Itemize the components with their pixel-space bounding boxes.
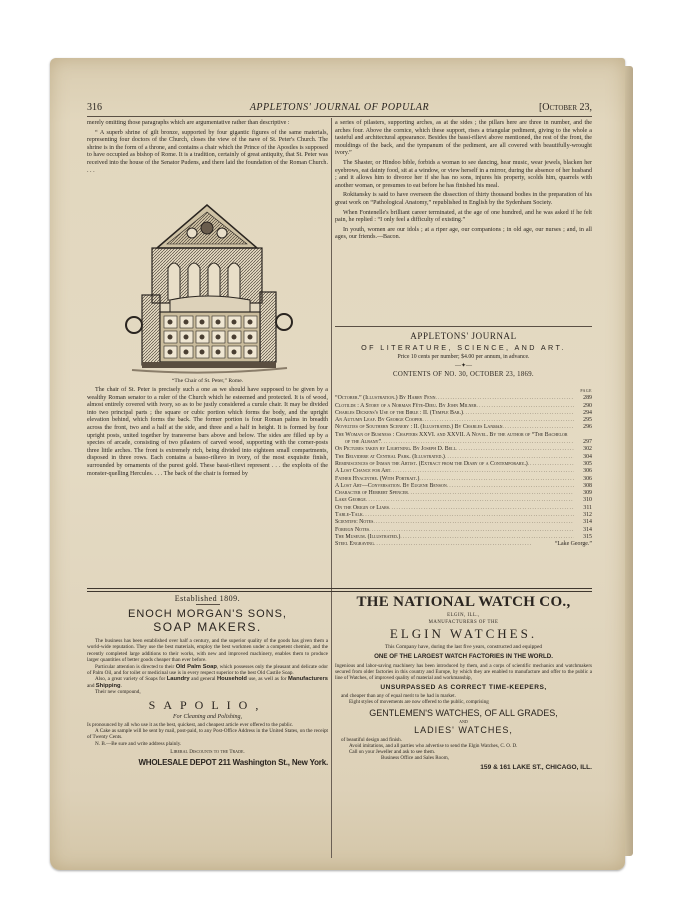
journal-masthead bbox=[335, 326, 592, 378]
toc-title: Charles Dickens's Use of the Bible : II. (Temple Bar.) ..... bbox=[335, 410, 574, 417]
manufacturers-line: MANUFACTURERS OF THE bbox=[428, 620, 499, 625]
toc-row bbox=[335, 461, 592, 468]
watch-company-name: THE NATIONAL WATCH CO., bbox=[356, 594, 571, 610]
toc-title: A Lost Chance for Art ..... bbox=[335, 468, 574, 475]
soap-para-3 bbox=[87, 676, 328, 689]
toc-page: 311 bbox=[583, 504, 592, 511]
watch-para-3a: of beautiful design and finish. bbox=[341, 737, 402, 743]
discounts-line: Liberal Discounts to the Trade. bbox=[170, 749, 245, 756]
right-column bbox=[335, 120, 592, 244]
toc-page: 290 bbox=[583, 402, 592, 409]
toc-row bbox=[335, 505, 592, 512]
watch-address: 159 & 161 LAKE ST., CHICAGO, ILL. bbox=[480, 764, 592, 771]
masthead-subtitle: OF LITERATURE, SCIENCE, AND ART. bbox=[361, 343, 566, 352]
toc-title: A Lost Art—Conversation. By Eugene Benson ..... bbox=[335, 483, 574, 490]
toc-title: The Woman of Business : Chapters XXVI. and XXVII. A Novel. By the author of “The Bachelor of the Albany” ..... bbox=[335, 432, 574, 447]
toc-row bbox=[335, 403, 592, 410]
toc-row bbox=[335, 497, 592, 504]
toc-page: 306 bbox=[583, 475, 592, 482]
masthead-rule bbox=[335, 326, 592, 327]
toc-page: 308 bbox=[583, 482, 592, 489]
toc-title: On Pictures taken by Lightning. By Joseph D. Bell ..... bbox=[335, 446, 574, 453]
page-edge bbox=[625, 66, 633, 856]
watch-body-2 bbox=[335, 693, 592, 705]
chair-of-st-peter-illustration bbox=[112, 200, 302, 375]
established-line: Established 1809. bbox=[174, 594, 241, 603]
toc-title: The Museum. (Illustrated.) ..... bbox=[335, 534, 574, 541]
sapolio-title: SAPOLIO, bbox=[148, 697, 267, 712]
toc-title: Foreign Notes ..... bbox=[335, 527, 574, 534]
toc-page: 306 bbox=[583, 468, 592, 475]
watch-body-3 bbox=[335, 737, 592, 761]
sapolio-para-3: N. B.—Be sure and write address plainly. bbox=[95, 740, 182, 747]
toc-title: Steel Engraving ..... bbox=[335, 541, 532, 548]
toc-row bbox=[335, 446, 592, 453]
shrine-quote: “ A superb shrine of gilt bronze, supported by four gigantic figures of the same materials, representing four doctors of the Church, closes the view of the nave of St. Peter's Church. The shrine is in the form of a throne, and contains a chair which the Prince of the Apostles is supposed to have occupied as bishop of Rome. It is a tradition, certainly of great antiquity, that St. Peter was received into the house of the Senator Pudens, and there laid the foundation of the Roman Church. . . . bbox=[87, 129, 328, 174]
text: use, as well as for bbox=[246, 676, 289, 683]
chair-engraving bbox=[112, 200, 302, 375]
masthead-price: Price 10 cents per number; $4.00 per annum, in advance. bbox=[397, 354, 530, 360]
watch-para-1: Ingenious and labor-saving machinery has been introduced by them, and a corps of scientific mechanics and watchmakers secured from older factories in this country and Europe, by which they are enabled to manufacture and offer to the public a line of Watches, of improved quality of material and workmanship, bbox=[335, 663, 592, 681]
page-number: 316 bbox=[87, 102, 102, 113]
toc-row bbox=[335, 541, 592, 548]
company-line: This Company have, during the last five years, constructed and equipped bbox=[384, 644, 543, 650]
toc-page: 297 bbox=[583, 439, 592, 446]
toc-page: 314 bbox=[583, 519, 592, 526]
text: . bbox=[120, 682, 122, 689]
shaster-paragraph: The Shaster, or Hindoo bible, forbids a woman to see dancing, hear music, wear jewels, blacken her eyebrows, eat dainty food, sit at a window, or view herself in a mirror, during the absence of her husband ; and it allows him to divorce her if she has no sons, injures his property, scolds him, quarrels with another woman, or presumes to eat before he has finished his meal. bbox=[335, 159, 592, 189]
chair-description bbox=[87, 387, 328, 478]
short-rule bbox=[196, 604, 220, 605]
sapolio-subtitle: For Cleaning and Polishing, bbox=[173, 713, 242, 720]
toc-row bbox=[335, 417, 592, 424]
toc-page: “Lake George.” bbox=[554, 541, 592, 548]
toc-title: “October.” (Illustration.) By Harry Fenn ..... bbox=[335, 395, 574, 402]
toc-row bbox=[335, 512, 592, 519]
toc-page: 314 bbox=[583, 526, 592, 533]
toc-title: Father Hyacinthe. (With Portrait.) ..... bbox=[335, 476, 574, 483]
soap-para-4: Their new compound, bbox=[95, 689, 141, 696]
text: Also, a great variety of Soaps for bbox=[95, 676, 167, 683]
toc-row bbox=[335, 476, 592, 483]
toc-page: 309 bbox=[583, 490, 592, 497]
toc-row bbox=[335, 490, 592, 497]
soap-advertisement bbox=[87, 594, 328, 767]
gentlemens-watches: GENTLEMEN'S WATCHES, OF ALL GRADES, bbox=[369, 708, 558, 718]
and-line: AND bbox=[459, 719, 468, 724]
left-column bbox=[87, 120, 328, 177]
chair-paragraph: The chair of St. Peter is precisely such a one as we should have supposed to be given by a wealthy Roman senator to a ruler of the Church which he esteemed and protected. It is of wood, almost entirely covered with ivory, so as to be justly considered a curule chair. It may be divided into two principal parts ; the square or cubic portion which forms the body, and the upright elevation behind, which forms the back. The former portion is four Roman palms in breadth across the front, two and a half at the side, and three and a half in height. It is formed by four upright posts, united together by transverse bars above and below. The sides are filled up by a species of arcade, consisting of two pilasters of carved wood, supporting with the corner-posts three little arches. The front is extremely rich, being divided into eighteen small compartments, disposed in three rows. Each contains a basso-rilievo in ivory, of the most exquisite finish, surrounded by ornaments of the purest gold. These bassi-rilievi represent . . . the exploits of the monster-quelling Hercules. . . . The back of the chair is formed by bbox=[87, 387, 328, 477]
ladies-watches: LADIES' WATCHES, bbox=[414, 725, 513, 735]
watch-para-2b: Eight styles of movements are now offered to the public, comprising bbox=[349, 699, 489, 705]
ornament-rule-icon: —✦— bbox=[454, 363, 473, 369]
soap-para-1: The business has been established over half a century, and the superior quality of the goods has given them a world-wide reputation. They use the best materials, employ the best workmen under a competent chemist, and the recently completed large additions to their works, with new and improved machinery, enables them to produce larger quantities of better goods cheaper than ever before. bbox=[87, 638, 328, 664]
toc-page: 310 bbox=[583, 497, 592, 504]
toc-page: 289 bbox=[583, 395, 592, 402]
text: and bbox=[87, 682, 96, 689]
toc-title: Reminiscences of Inman the Artist. (Extract from the Diary of a Contemporary.) ..... bbox=[335, 461, 574, 468]
toc-page: 295 bbox=[583, 417, 592, 424]
figure-caption: “The Chair of St. Peter,” Rome. bbox=[171, 378, 244, 384]
ad-column-divider bbox=[331, 594, 332, 856]
toc-page-label: PAGE bbox=[580, 389, 592, 393]
continuation-text: a series of pilasters, supporting arches, as at the sides ; the pillars here are three in number, and the arches four. Above the cornice, which these support, rises a triangular pediment, giving to the whole a tasteful and architectural appearance. Besides the bassi-rilievi above mentioned, the rest of the front, the mouldings of the back, and the tympanum of the pediment, are all covered with beautifully-wrought ivory.” bbox=[335, 120, 592, 157]
toc-title: Novelties of Southern Scenery : II. (Illustrated.) By Charles Lanman ..... bbox=[335, 424, 574, 431]
household: Household bbox=[217, 676, 247, 683]
soap-para-2 bbox=[87, 664, 328, 677]
sapolio-para-1: Is pronounced by all who use it as the best, quickest, and cheapest article ever offered to the public. bbox=[87, 721, 294, 728]
brand-name: ENOCH MORGAN'S SONS, bbox=[127, 608, 287, 620]
fontenelle-paragraph: When Fontenelle's brilliant career terminated, at the age of one hundred, and he was asked if he felt pain, he replied : “I only feel a difficulty of existing.” bbox=[335, 209, 592, 224]
running-head bbox=[87, 102, 592, 117]
toc-title: The Belvidere at Central Park. (Illustrated.) ..... bbox=[335, 454, 574, 461]
toc-page: 304 bbox=[583, 453, 592, 460]
manufacturers: Manufacturers bbox=[288, 676, 328, 683]
toc-row bbox=[335, 432, 592, 447]
rokitansky-paragraph: Rokitansky is said to have overseen the dissection of thirty thousand bodies in the preparation of his great work on “Pathological Anatomy,” republished in English by the Sydenham Society. bbox=[335, 192, 592, 206]
watch-para-3d: Business Office and Sales Room, bbox=[381, 755, 449, 761]
toc-row bbox=[335, 395, 592, 402]
watch-advertisement bbox=[335, 594, 592, 771]
old-palm-soap: Old Palm Soap bbox=[175, 663, 217, 670]
table-of-contents bbox=[335, 388, 592, 549]
toc-row bbox=[335, 410, 592, 417]
masthead-name: APPLETONS' JOURNAL bbox=[410, 331, 517, 341]
toc-row bbox=[335, 534, 592, 541]
toc-page: 294 bbox=[583, 409, 592, 416]
toc-title: Lake George ..... bbox=[335, 497, 574, 504]
toc-title: Scientific Notes ..... bbox=[335, 519, 574, 526]
toc-row bbox=[335, 454, 592, 461]
toc-title: Clotilde : A Story of a Norman Fête-Dieu. By John Milner ..... bbox=[335, 403, 574, 410]
text: Particular attention is directed to their bbox=[95, 663, 176, 670]
watch-para-2a: and cheaper than any of equal merit to be had in market. bbox=[341, 693, 456, 699]
wholesale-depot: WHOLESALE DEPOT 211 Washington St., New York. bbox=[138, 758, 328, 768]
elgin-watches-title: ELGIN WATCHES. bbox=[389, 626, 538, 641]
toc-title: An Autumn Leaf. By George Cooper ..... bbox=[335, 417, 574, 424]
issue-date: [October 23, bbox=[538, 102, 592, 113]
toc-page: 305 bbox=[583, 460, 592, 467]
largest-factory-line: ONE OF THE LARGEST WATCH FACTORIES IN THE WORLD. bbox=[374, 653, 553, 660]
toc-row bbox=[335, 483, 592, 490]
toc-row bbox=[335, 424, 592, 431]
advertisement-rule bbox=[87, 588, 592, 592]
sapolio-para-2: A Cake as sample will be sent by mail, post-paid, to any Post-Office Address in the United States, on the receipt of Twenty Cents. bbox=[87, 728, 328, 741]
bacon-quote: In youth, women are our idols ; at a riper age, our companions ; in old age, our nurses ; and, in all ages, our friends.—Bacon. bbox=[335, 226, 592, 241]
toc-row bbox=[335, 468, 592, 475]
watch-para-3b: Avoid imitations, and all parties who advertise to send the Elgin Watches, C. O. D. bbox=[349, 743, 518, 749]
contents-heading: CONTENTS OF NO. 30, OCTOBER 23, 1869. bbox=[393, 371, 534, 378]
journal-title: APPLETONS' JOURNAL OF POPULAR bbox=[249, 102, 430, 113]
intro-text: merely omitting those paragraphs which are argumentative rather than descriptive : bbox=[87, 120, 290, 126]
laundry: Laundry bbox=[166, 676, 190, 683]
toc-page: 315 bbox=[583, 533, 592, 540]
toc-title: Character of Herbert Spencer ..... bbox=[335, 490, 574, 497]
watch-body-1 bbox=[335, 663, 592, 681]
unsurpassed-line: UNSURPASSED AS CORRECT TIME-KEEPERS, bbox=[380, 684, 547, 691]
text: and general bbox=[189, 676, 217, 683]
journal-page bbox=[50, 58, 625, 870]
toc-page: 296 bbox=[583, 424, 592, 431]
company-location: ELGIN, ILL., bbox=[447, 613, 480, 618]
toc-page: 302 bbox=[583, 446, 592, 453]
toc-row bbox=[335, 519, 592, 526]
sapolio-body bbox=[87, 722, 328, 748]
toc-page: 312 bbox=[583, 512, 592, 519]
watch-para-3c: Call on your Jeweller and ask to see them. bbox=[349, 749, 436, 755]
toc-title: Table-Talk ..... bbox=[335, 512, 574, 519]
soap-body bbox=[87, 638, 328, 696]
brand-tagline: SOAP MAKERS. bbox=[153, 620, 262, 634]
toc-title: On the Origin of Liars ..... bbox=[335, 505, 574, 512]
toc-row bbox=[335, 527, 592, 534]
text: , which possesses only the pleasant and delicate odor of Palm Oil, and for toilet or medicinal use is in every respect superior to the best Old Castile Soap. bbox=[87, 663, 328, 677]
shipping: Shipping bbox=[95, 682, 121, 689]
